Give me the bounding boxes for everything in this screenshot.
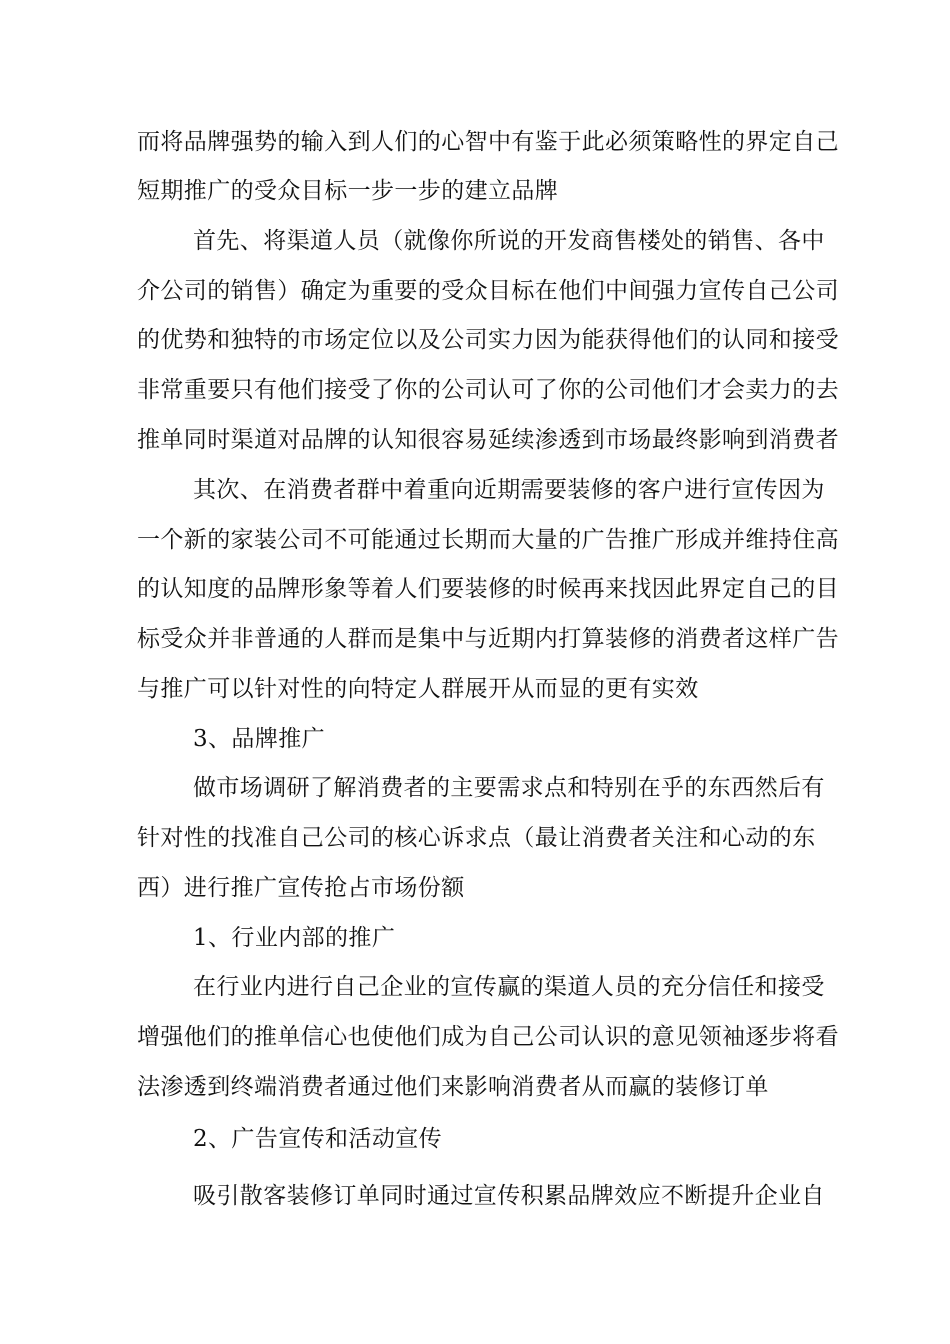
text-line: 针对性的找准自己公司的核心诉求点（最让消费者关注和心动的东 — [137, 825, 816, 851]
text-line: 而将品牌强势的输入到人们的心智中有鉴于此必须策略性的界定自己 — [137, 129, 839, 155]
text-line: 的优势和独特的市场定位以及公司实力因为能获得他们的认同和接受 — [137, 327, 839, 353]
text-line: 的认知度的品牌形象等着人们要装修的时候再来找因此界定自己的目 — [137, 576, 839, 602]
text-line: 推单同时渠道对品牌的认知很容易延续渗透到市场最终影响到消费者 — [137, 427, 839, 453]
paragraph-first-line: 吸引散客装修订单同时通过宣传积累品牌效应不断提升企业自 — [193, 1183, 825, 1209]
text-line: 增强他们的推单信心也使他们成为自己公司认识的意见领袖逐步将看 — [137, 1024, 839, 1050]
paragraph-first-line: 其次、在消费者群中着重向近期需要装修的客户进行宣传因为 — [193, 477, 825, 503]
text-line: 一个新的家装公司不可能通过长期而大量的广告推广形成并维持住高 — [137, 527, 839, 553]
paragraph-first-line: 做市场调研了解消费者的主要需求点和特别在乎的东西然后有 — [193, 775, 825, 801]
text-line: 非常重要只有他们接受了你的公司认可了你的公司他们才会卖力的去 — [137, 377, 839, 403]
paragraph-first-line: 首先、将渠道人员（就像你所说的开发商售楼处的销售、各中 — [193, 228, 825, 254]
text-line: 介公司的销售）确定为重要的受众目标在他们中间强力宣传自己公司 — [137, 278, 839, 304]
text-line: 与推广可以针对性的向特定人群展开从而显的更有实效 — [137, 676, 699, 702]
text-line: 短期推广的受众目标一步一步的建立品牌 — [137, 178, 559, 204]
section-heading: 1、行业内部的推广 — [193, 925, 396, 951]
section-heading: 2、广告宣传和活动宣传 — [193, 1126, 443, 1152]
text-line: 法渗透到终端消费者通过他们来影响消费者从而赢的装修订单 — [137, 1074, 769, 1100]
paragraph-first-line: 在行业内进行自己企业的宣传赢的渠道人员的充分信任和接受 — [193, 974, 825, 1000]
text-line: 标受众并非普通的人群而是集中与近期内打算装修的消费者这样广告 — [137, 626, 839, 652]
section-heading: 3、品牌推广 — [193, 726, 326, 752]
text-line: 西）进行推广宣传抢占市场份额 — [137, 875, 465, 901]
